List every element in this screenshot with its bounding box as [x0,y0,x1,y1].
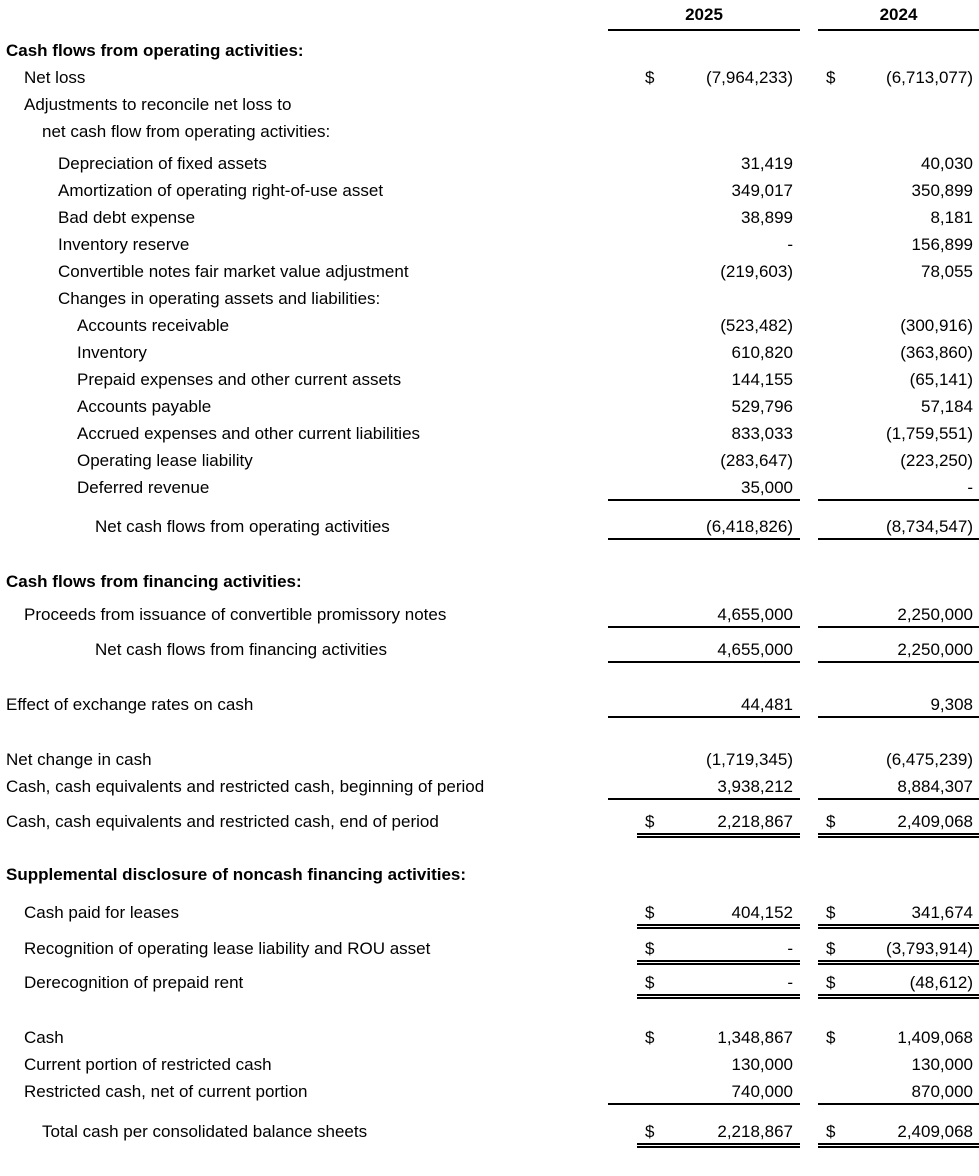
statement-row [0,746,979,773]
amount-rule-box [608,601,800,628]
row-label: Changes in operating assets and liabilities: [58,289,381,308]
row-label: Depreciation of fixed assets [58,154,267,173]
amount-cell-2024 [818,64,979,91]
amount-value: (223,250) [900,451,973,470]
amount-rule-box [818,447,979,474]
row-label: Recognition of operating lease liability and ROU asset [24,939,431,958]
amount-rule-box [818,773,979,800]
amount-cell-2025 [608,204,800,231]
amount-value: (6,418,826) [706,517,793,536]
amount-rule-box [608,258,800,285]
amount-value: 2,409,068 [897,1122,973,1141]
amount-cell-2024 [818,420,979,447]
amount-value: 78,055 [921,262,973,281]
row-label: Amortization of operating right-of-use asset [58,181,384,200]
amount-rule-box [637,808,800,835]
amount-rule-box [637,64,800,91]
amount-value: 2,218,867 [717,812,793,831]
amount-value: - [787,235,793,254]
statement-row [0,969,979,996]
amount-cell-2025 [608,1078,800,1105]
row-label: Deferred revenue [77,478,210,497]
amount-rule-box [608,447,800,474]
amount-rule-box [637,899,800,926]
amount-cell-2024 [818,339,979,366]
amount-rule-box [818,969,979,996]
amount-cell-2024 [818,691,979,718]
amount-value: 4,655,000 [717,605,793,624]
row-label: Total cash per consolidated balance sheets [42,1122,368,1141]
amount-value: (1,719,345) [706,750,793,769]
amount-cell-2024 [818,935,979,962]
amount-cell-2024 [818,969,979,996]
dollar-sign: $ [826,1122,836,1141]
row-label: Bad debt expense [58,208,196,227]
amount-cell-2024 [818,366,979,393]
amount-cell-2025 [608,177,800,204]
amount-value: (283,647) [720,451,793,470]
statement-row [0,339,979,366]
amount-value: (6,475,239) [886,750,973,769]
dollar-sign: $ [645,903,655,922]
amount-value: (1,759,551) [886,424,973,443]
amount-value: 3,938,212 [717,777,793,796]
statement-row [0,366,979,393]
amount-value: (219,603) [720,262,793,281]
amount-value: 57,184 [921,397,973,416]
dollar-sign: $ [645,939,655,958]
dollar-sign: $ [645,973,655,992]
amount-cell-2025 [608,935,800,962]
statement-row [0,118,979,145]
amount-value: 130,000 [911,1055,973,1074]
amount-cell-2025 [608,636,800,663]
row-label: Supplemental disclosure of noncash financing activities: [6,865,467,884]
dollar-sign: $ [826,903,836,922]
amount-value: 2,218,867 [717,1122,793,1141]
row-label: Convertible notes fair market value adjustment [58,262,409,281]
amount-value: 35,000 [741,478,793,497]
statement-row [0,773,979,800]
statement-row [0,1078,979,1105]
statement-row [0,420,979,447]
amount-rule-box [608,204,800,231]
amount-rule-box [818,231,979,258]
amount-cell-2025 [608,366,800,393]
amount-value: 40,030 [921,154,973,173]
row-label: Accounts payable [77,397,212,416]
statement-row [0,568,979,595]
amount-cell-2024 [818,258,979,285]
row-label: Derecognition of prepaid rent [24,973,244,992]
statement-row [0,636,979,663]
statement-row [0,285,979,312]
row-label: Restricted cash, net of current portion [24,1082,308,1101]
amount-cell-2025 [608,231,800,258]
row-label: Accounts receivable [77,316,230,335]
statement-row [0,150,979,177]
amount-value: 349,017 [731,181,793,200]
amount-cell-2025 [608,773,800,800]
amount-cell-2025 [608,513,800,540]
amount-value: 4,655,000 [717,640,793,659]
amount-rule-box [818,366,979,393]
dollar-sign: $ [826,812,836,831]
amount-cell-2024 [818,312,979,339]
amount-value: 350,899 [911,181,973,200]
dollar-sign: $ [645,812,655,831]
amount-value: (65,141) [909,370,973,389]
amount-cell-2025 [608,339,800,366]
amount-rule-box [818,339,979,366]
amount-cell-2025 [608,447,800,474]
statement-row [0,601,979,628]
column-header-2025: 2025 [608,2,800,31]
amount-rule-box [818,1024,979,1051]
amount-cell-2025 [608,1024,800,1051]
row-label: Cash paid for leases [24,903,179,922]
amount-value: - [967,478,973,497]
statement-row [0,91,979,118]
amount-rule-box [818,420,979,447]
amount-value: 1,409,068 [897,1028,973,1047]
row-label: Net change in cash [6,750,152,769]
amount-cell-2025 [608,601,800,628]
amount-rule-box [818,177,979,204]
amount-rule-box [818,808,979,835]
dollar-sign: $ [826,68,836,87]
row-label: Cash [24,1028,64,1047]
amount-cell-2024 [818,636,979,663]
statement-row [0,513,979,540]
amount-rule-box [608,773,800,800]
row-label: Accrued expenses and other current liabilities [77,424,421,443]
amount-value: (300,916) [900,316,973,335]
amount-rule-box [608,366,800,393]
amount-cell-2025 [608,1118,800,1145]
row-label: Inventory [77,343,147,362]
amount-rule-box [608,420,800,447]
amount-cell-2025 [608,474,800,501]
table-header-row [0,2,979,31]
amount-cell-2025 [608,420,800,447]
amount-cell-2024 [818,513,979,540]
amount-rule-box [608,312,800,339]
row-label: Inventory reserve [58,235,190,254]
amount-value: 1,348,867 [717,1028,793,1047]
dollar-sign: $ [826,1028,836,1047]
amount-value: 2,409,068 [897,812,973,831]
amount-cell-2025 [608,746,800,773]
amount-rule-box [608,231,800,258]
amount-cell-2024 [818,746,979,773]
amount-rule-box [818,1118,979,1145]
amount-value: 9,308 [930,695,973,714]
amount-value: 8,181 [930,208,973,227]
statement-row [0,808,979,835]
amount-cell-2024 [818,177,979,204]
statement-row [0,899,979,926]
amount-rule-box [818,899,979,926]
amount-cell-2024 [818,447,979,474]
amount-rule-box [608,636,800,663]
row-label: Proceeds from issuance of convertible promissory notes [24,605,447,624]
amount-rule-box [818,1078,979,1105]
amount-value: 870,000 [911,1082,973,1101]
row-label: Adjustments to reconcile net loss to [24,95,292,114]
statement-row [0,861,979,888]
amount-rule-box [818,312,979,339]
row-label: net cash flow from operating activities: [42,122,331,141]
row-label: Cash, cash equivalents and restricted cash, beginning of period [6,777,485,796]
amount-rule-box [608,150,800,177]
statement-row [0,258,979,285]
amount-value: 31,419 [741,154,793,173]
statement-row [0,447,979,474]
amount-value: 2,250,000 [897,605,973,624]
statement-row [0,393,979,420]
amount-value: - [787,973,793,992]
amount-rule-box [818,64,979,91]
amount-cell-2025 [608,393,800,420]
amount-rule-box [818,474,979,501]
amount-value: 144,155 [731,370,793,389]
header-spacer [0,2,608,29]
amount-cell-2024 [818,1024,979,1051]
row-label: Prepaid expenses and other current assets [77,370,402,389]
amount-cell-2025 [608,64,800,91]
amount-rule-box [637,969,800,996]
dollar-sign: $ [826,939,836,958]
dollar-sign: $ [645,68,655,87]
row-label: Net cash flows from operating activities [95,517,390,536]
header-cell-2025 [608,2,800,31]
statement-row [0,691,979,718]
amount-cell-2024 [818,393,979,420]
amount-rule-box [818,1051,979,1078]
amount-cell-2024 [818,601,979,628]
dollar-sign: $ [826,973,836,992]
statement-table [0,37,979,1145]
amount-cell-2024 [818,204,979,231]
statement-row [0,231,979,258]
amount-cell-2024 [818,773,979,800]
amount-cell-2025 [608,1051,800,1078]
statement-row [0,935,979,962]
header-cell-2024 [818,2,979,31]
amount-value: - [787,939,793,958]
row-label: Cash flows from operating activities: [6,41,304,60]
amount-value: (3,793,914) [886,939,973,958]
amount-cell-2025 [608,312,800,339]
amount-value: (7,964,233) [706,68,793,87]
amount-value: 404,152 [731,903,793,922]
amount-rule-box [818,393,979,420]
amount-value: 2,250,000 [897,640,973,659]
amount-cell-2024 [818,1078,979,1105]
statement-row [0,177,979,204]
amount-cell-2025 [608,969,800,996]
amount-rule-box [608,393,800,420]
row-label: Cash, cash equivalents and restricted cash, end of period [6,812,439,831]
amount-rule-box [818,746,979,773]
amount-rule-box [818,691,979,718]
amount-rule-box [608,513,800,540]
amount-rule-box [818,636,979,663]
statement-row [0,1024,979,1051]
amount-cell-2024 [818,899,979,926]
row-label: Net loss [24,68,86,87]
amount-cell-2024 [818,231,979,258]
amount-rule-box [637,935,800,962]
amount-rule-box [637,1024,800,1051]
amount-cell-2024 [818,1051,979,1078]
statement-row [0,1051,979,1078]
amount-value: (363,860) [900,343,973,362]
amount-cell-2025 [608,899,800,926]
amount-rule-box [818,204,979,231]
statement-row [0,1118,979,1145]
dollar-sign: $ [645,1028,655,1047]
row-label: Current portion of restricted cash [24,1055,272,1074]
amount-value: 341,674 [911,903,973,922]
amount-rule-box [818,150,979,177]
amount-cell-2024 [818,150,979,177]
amount-value: 38,899 [741,208,793,227]
amount-value: 610,820 [731,343,793,362]
amount-rule-box [818,935,979,962]
amount-rule-box [818,601,979,628]
amount-rule-box [608,474,800,501]
amount-rule-box [608,177,800,204]
amount-cell-2025 [608,258,800,285]
amount-cell-2025 [608,150,800,177]
amount-rule-box [608,1051,800,1078]
amount-cell-2024 [818,1118,979,1145]
amount-rule-box [608,691,800,718]
amount-cell-2025 [608,808,800,835]
column-header-2024: 2024 [818,2,979,31]
amount-cell-2025 [608,691,800,718]
amount-rule-box [608,1078,800,1105]
row-label: Operating lease liability [77,451,253,470]
amount-value: 8,884,307 [897,777,973,796]
statement-row [0,37,979,64]
amount-cell-2024 [818,808,979,835]
amount-rule-box [637,1118,800,1145]
amount-rule-box [818,513,979,540]
amount-value: 833,033 [731,424,793,443]
amount-value: 44,481 [741,695,793,714]
amount-value: (48,612) [909,973,973,992]
amount-cell-2024 [818,474,979,501]
amount-rule-box [608,746,800,773]
dollar-sign: $ [645,1122,655,1141]
amount-rule-box [818,258,979,285]
statement-row [0,312,979,339]
row-label: Cash flows from financing activities: [6,572,302,591]
amount-value: 740,000 [731,1082,793,1101]
row-label: Net cash flows from financing activities [95,640,387,659]
statement-row [0,474,979,501]
statement-row [0,204,979,231]
amount-value: 529,796 [731,397,793,416]
amount-rule-box [608,339,800,366]
amount-value: 156,899 [911,235,973,254]
statement-row [0,64,979,91]
amount-value: (523,482) [720,316,793,335]
amount-value: 130,000 [731,1055,793,1074]
row-label: Effect of exchange rates on cash [6,695,254,714]
amount-value: (8,734,547) [886,517,973,536]
amount-value: (6,713,077) [886,68,973,87]
